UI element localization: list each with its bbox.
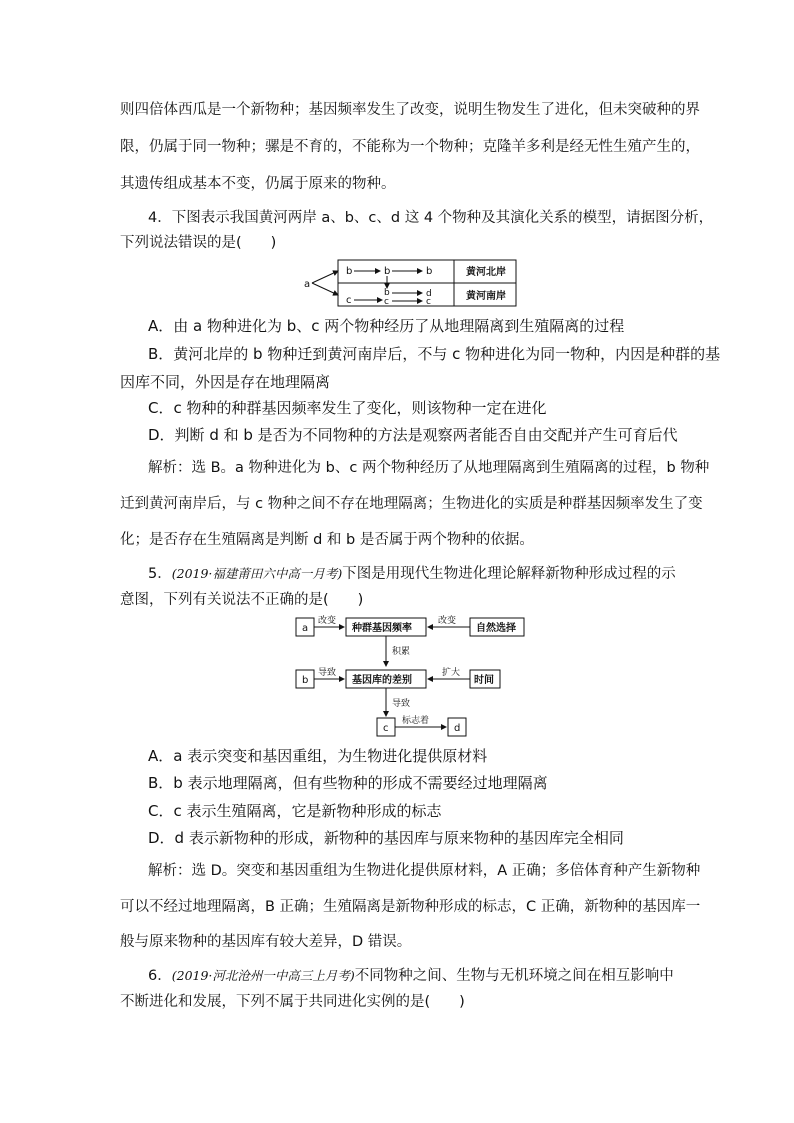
label-expand: 扩大 [442,668,461,678]
species-b: b [426,266,433,277]
species-c: c [346,295,352,306]
q6-stem [148,966,674,986]
q4-stem: 4．下图表示我国黄河两岸 a、b、c、d 这 4 个物种及其演化关系的模型，请据图分析， [148,210,714,226]
q4-option-c: C．c 物种的种群基因频率发生了变化，则该物种一定在进化 [148,399,547,417]
box-c: c [383,723,389,734]
q5-stem-line2: 意图，下列有关说法不正确的是( ) [120,592,364,608]
q6-source: (2019·河北沧州一中高三上月考) [171,968,355,983]
q4-option-a: A．由 a 物种进化为 b、c 两个物种经历了从地理隔离到生殖隔离的过程 [148,317,625,335]
label-change-2: 改变 [438,616,457,626]
q5-analysis: 可以不经过地理隔离，B 正确；生殖隔离是新物种形成的标志，C 正确，新物种的基因库一 [120,899,701,915]
species-b: b [384,266,391,277]
q4-analysis: 化；是否存在生殖隔离是判断 d 和 b 是否属于两个物种的依据。 [120,532,534,548]
explanation-line: 则四倍体西瓜是一个新物种；基因频率发生了改变，说明生物发生了进化，但未突破种的界 [120,102,700,118]
q5-analysis: 般与原来物种的基因库有较大差异，D 错误。 [120,934,412,950]
q5-source: (2019·福建莆田六中高一月考) [171,566,343,581]
box-d: d [454,723,461,734]
label-lead-1: 导致 [318,668,337,678]
q5-number: 5． [148,566,172,582]
box-time: 时间 [474,675,494,686]
q4-analysis: 解析：选 B。a 物种进化为 b、c 两个物种经历了从地理隔离到生殖隔离的过程，b 物种 [148,460,710,476]
q4-evolution-diagram [290,258,530,310]
q5-option-a: A．a 表示突变和基因重组，为生物进化提供原材料 [148,747,488,765]
box-a: a [302,623,309,634]
south-bank-label: 黄河南岸 [466,291,506,302]
species-b: b [346,266,353,277]
explanation-line: 其遗传组成基本不变，仍属于原来的物种。 [120,176,396,192]
q6-number: 6． [148,968,172,984]
q4-option-d: D．判断 d 和 b 是否为不同物种的方法是观察两者能否自由交配并产生可育后代 [148,426,678,444]
species-a: a [304,279,311,290]
box-b: b [302,675,309,686]
q6-stem-text: 不同物种之间、生物与无机环境之间在相互影响中 [354,968,674,984]
species-c: c [384,297,389,307]
species-b: b [384,288,390,298]
q6-stem-line2: 不断进化和发展，下列不属于共同进化实例的是( ) [120,994,465,1010]
q4-option-b: B．黄河北岸的 b 物种迁到黄河南岸后，不与 c 物种进化为同一物种，内因是种群的基 [148,345,721,363]
north-bank-label: 黄河北岸 [466,267,506,278]
q5-option-d: D．d 表示新物种的形成，新物种的基因库与原来物种的基因库完全相同 [148,829,624,847]
q5-speciation-diagram [290,614,530,740]
q4-analysis: 迁到黄河南岸后，与 c 物种之间不存在地理隔离；生物进化的实质是种群基因频率发生了变 [120,496,703,512]
box-natural-selection: 自然选择 [476,623,516,634]
explanation-line: 限，仍属于同一物种；骡是不育的，不能称为一个物种；克隆羊多利是经无性生殖产生的， [120,139,700,155]
species-c: c [426,297,431,307]
box-gene-frequency: 种群基因频率 [352,623,412,634]
q5-option-b: B．b 表示地理隔离，但有些物种的形成不需要经过地理隔离 [148,774,548,792]
box-gene-pool-difference: 基因库的差别 [352,675,412,686]
q5-analysis: 解析：选 D。突变和基因重组为生物进化提供原材料，A 正确；多倍体育种产生新物种 [148,863,701,879]
species-d: d [426,289,432,299]
q5-stem [148,564,676,584]
label-change-1: 改变 [318,616,337,626]
label-marks: 标志着 [402,716,430,726]
label-accumulate: 积累 [392,647,411,657]
q5-stem-text: 下图是用现代生物进化理论解释新物种形成过程的示 [342,566,676,582]
q4-stem: 下列说法错误的是( ) [120,235,277,251]
q4-option-b-cont: 因库不同，外因是存在地理隔离 [120,373,331,391]
q5-option-c: C．c 表示生殖隔离，它是新物种形成的标志 [148,802,442,820]
label-lead-2: 导致 [392,699,411,709]
